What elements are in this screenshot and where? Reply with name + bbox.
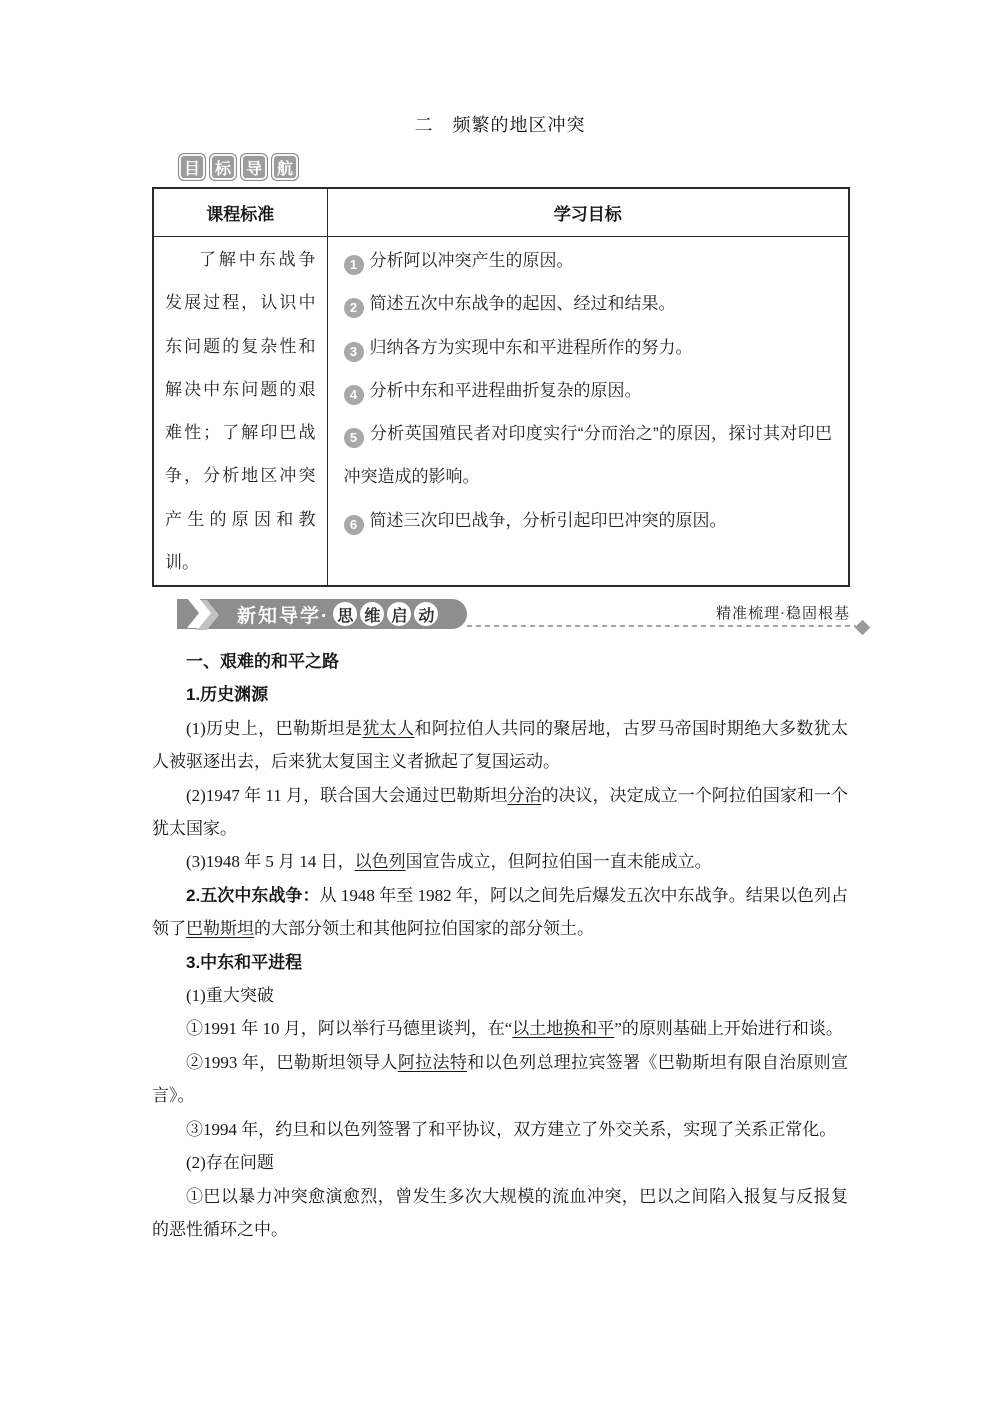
bold-text-run: 1.历史渊源 bbox=[186, 685, 269, 705]
course-standard-cell: 了解中东战争发展过程，认识中东问题的复杂性和解决中东问题的艰难性；了解印巴战争，分析地区冲突产生的原因和教训。 bbox=[153, 237, 327, 587]
underlined-term: 以色列 bbox=[354, 852, 406, 872]
banner-circle-chars bbox=[333, 602, 438, 626]
goal-nav-badge bbox=[178, 153, 1000, 181]
paragraph bbox=[152, 1046, 848, 1113]
paragraph bbox=[152, 1012, 848, 1045]
text-run: (1)重大突破 bbox=[186, 986, 274, 1006]
paragraph bbox=[152, 845, 848, 878]
text-run: 和阿拉伯人共同的聚居地，古罗马帝国时期绝大多数犹太人被驱逐出去，后来犹太复国主义者掀起了复国运动。 bbox=[152, 718, 849, 772]
paragraph bbox=[152, 879, 848, 946]
objective-number-badge: 3 bbox=[344, 342, 364, 362]
objective-item bbox=[344, 282, 833, 325]
objective-number-badge: 1 bbox=[344, 255, 364, 275]
text-run: ①巴以暴力冲突愈演愈烈，曾发生多次大规模的流血冲突，巴以之间陷入报复与反报复的恶性循环之中。 bbox=[152, 1186, 848, 1239]
paragraph bbox=[152, 1113, 848, 1146]
underlined-term: 犹太人 bbox=[362, 718, 415, 738]
paragraph bbox=[152, 1180, 848, 1247]
banner-slogan: 精准梳理·稳固根基 bbox=[716, 606, 850, 622]
objective-item bbox=[344, 412, 833, 499]
diamond-icon bbox=[855, 620, 871, 636]
paragraph bbox=[152, 678, 848, 711]
column-header-course-standard: 课程标准 bbox=[153, 188, 327, 237]
objective-number-badge: 5 bbox=[344, 428, 364, 448]
text-run: (2)1947 年 11 月，联合国大会通过巴勒斯坦 bbox=[186, 785, 508, 805]
paragraph bbox=[152, 712, 848, 779]
banner-circle-char: 思 bbox=[333, 602, 357, 626]
paragraph bbox=[152, 946, 848, 979]
text-run: (3)1948 年 5 月 14 日， bbox=[186, 852, 355, 872]
badge-char: 标 bbox=[209, 153, 237, 181]
objective-item bbox=[344, 326, 833, 369]
text-run: 国宣告成立，但阿拉伯国一直未能成立。 bbox=[405, 852, 712, 872]
underlined-term: 阿拉法特 bbox=[397, 1052, 468, 1072]
objective-text: 分析中东和平进程曲折复杂的原因。 bbox=[369, 380, 642, 400]
text-run: (2)存在问题 bbox=[186, 1153, 274, 1173]
text-run: 的大部分领土和其他阿拉伯国家的部分领土。 bbox=[254, 919, 594, 939]
bold-text-run: 3.中东和平进程 bbox=[186, 952, 303, 972]
column-header-learning-objectives: 学习目标 bbox=[327, 188, 849, 237]
objective-text: 分析阿以冲突产生的原因。 bbox=[369, 251, 574, 270]
objective-text: 归纳各方为实现中东和平进程所作的努力。 bbox=[369, 337, 693, 357]
objective-text: 简述三次印巴战争，分析引起印巴冲突的原因。 bbox=[369, 510, 727, 530]
banner-title-separator: · bbox=[321, 605, 330, 627]
objective-text: 分析英国殖民者对印度实行“分而治之”的原因，探讨其对印巴冲突造成的影响。 bbox=[343, 424, 832, 487]
objective-text: 简述五次中东战争的起因、经过和结果。 bbox=[369, 294, 676, 314]
objective-item bbox=[344, 239, 833, 282]
dotted-rule bbox=[467, 625, 856, 627]
text-run: 的决议，决定成立一个阿拉伯国家和一个犹太国家。 bbox=[152, 785, 848, 839]
banner-circle-char: 维 bbox=[360, 602, 384, 626]
underlined-term: 巴勒斯坦 bbox=[186, 919, 254, 939]
table-header-row bbox=[153, 188, 849, 237]
underlined-term: 以土地换和平 bbox=[512, 1019, 615, 1039]
paragraph bbox=[152, 779, 848, 846]
objective-number-badge: 4 bbox=[344, 385, 364, 405]
double-chevron-icon bbox=[181, 597, 229, 631]
badge-char: 航 bbox=[271, 153, 299, 181]
underlined-term: 分治 bbox=[507, 785, 542, 805]
text-run: ”的原则基础上开始进行和谈。 bbox=[614, 1019, 843, 1039]
banner-title bbox=[237, 601, 331, 628]
text-run: ①1991 年 10 月，阿以举行马德里谈判，在“ bbox=[186, 1019, 513, 1039]
banner-circle-char: 动 bbox=[414, 602, 438, 626]
body-content bbox=[152, 645, 848, 1246]
page-title: 二 频繁的地区冲突 bbox=[414, 115, 586, 135]
objective-number-badge: 2 bbox=[344, 298, 364, 318]
paragraph bbox=[152, 1146, 848, 1179]
banner-circle-char: 启 bbox=[387, 602, 411, 626]
objective-item bbox=[344, 369, 833, 412]
section-banner-bar bbox=[177, 599, 467, 629]
badge-char: 导 bbox=[240, 153, 268, 181]
bold-text-run: 一、艰难的和平之路 bbox=[186, 652, 339, 671]
objective-item bbox=[344, 499, 833, 542]
badge-char: 目 bbox=[178, 153, 206, 181]
table-body-row bbox=[153, 237, 849, 587]
bold-text-run: 2.五次中东战争： bbox=[186, 885, 320, 905]
text-run: 从 1948 年至 1982 年，阿以之间先后爆发五次中东战争。结果以色列占领了 bbox=[152, 885, 848, 939]
objectives-table bbox=[152, 187, 850, 587]
learning-objectives-cell bbox=[327, 237, 849, 587]
objective-number-badge: 6 bbox=[344, 515, 364, 535]
banner-title-text: 新知导学 bbox=[237, 605, 322, 627]
text-run: ②1993 年，巴勒斯坦领导人 bbox=[186, 1052, 398, 1072]
text-run: ③1994 年，约旦和以色列签署了和平协议，双方建立了外交关系，实现了关系正常化。 bbox=[186, 1119, 837, 1139]
paragraph bbox=[152, 645, 848, 678]
section-banner bbox=[177, 599, 868, 635]
text-run: (1)历史上，巴勒斯坦是 bbox=[186, 718, 363, 738]
paragraph bbox=[152, 979, 848, 1012]
text-run: 和以色列总理拉宾签署《巴勒斯坦有限自治原则宣言》。 bbox=[152, 1052, 849, 1106]
